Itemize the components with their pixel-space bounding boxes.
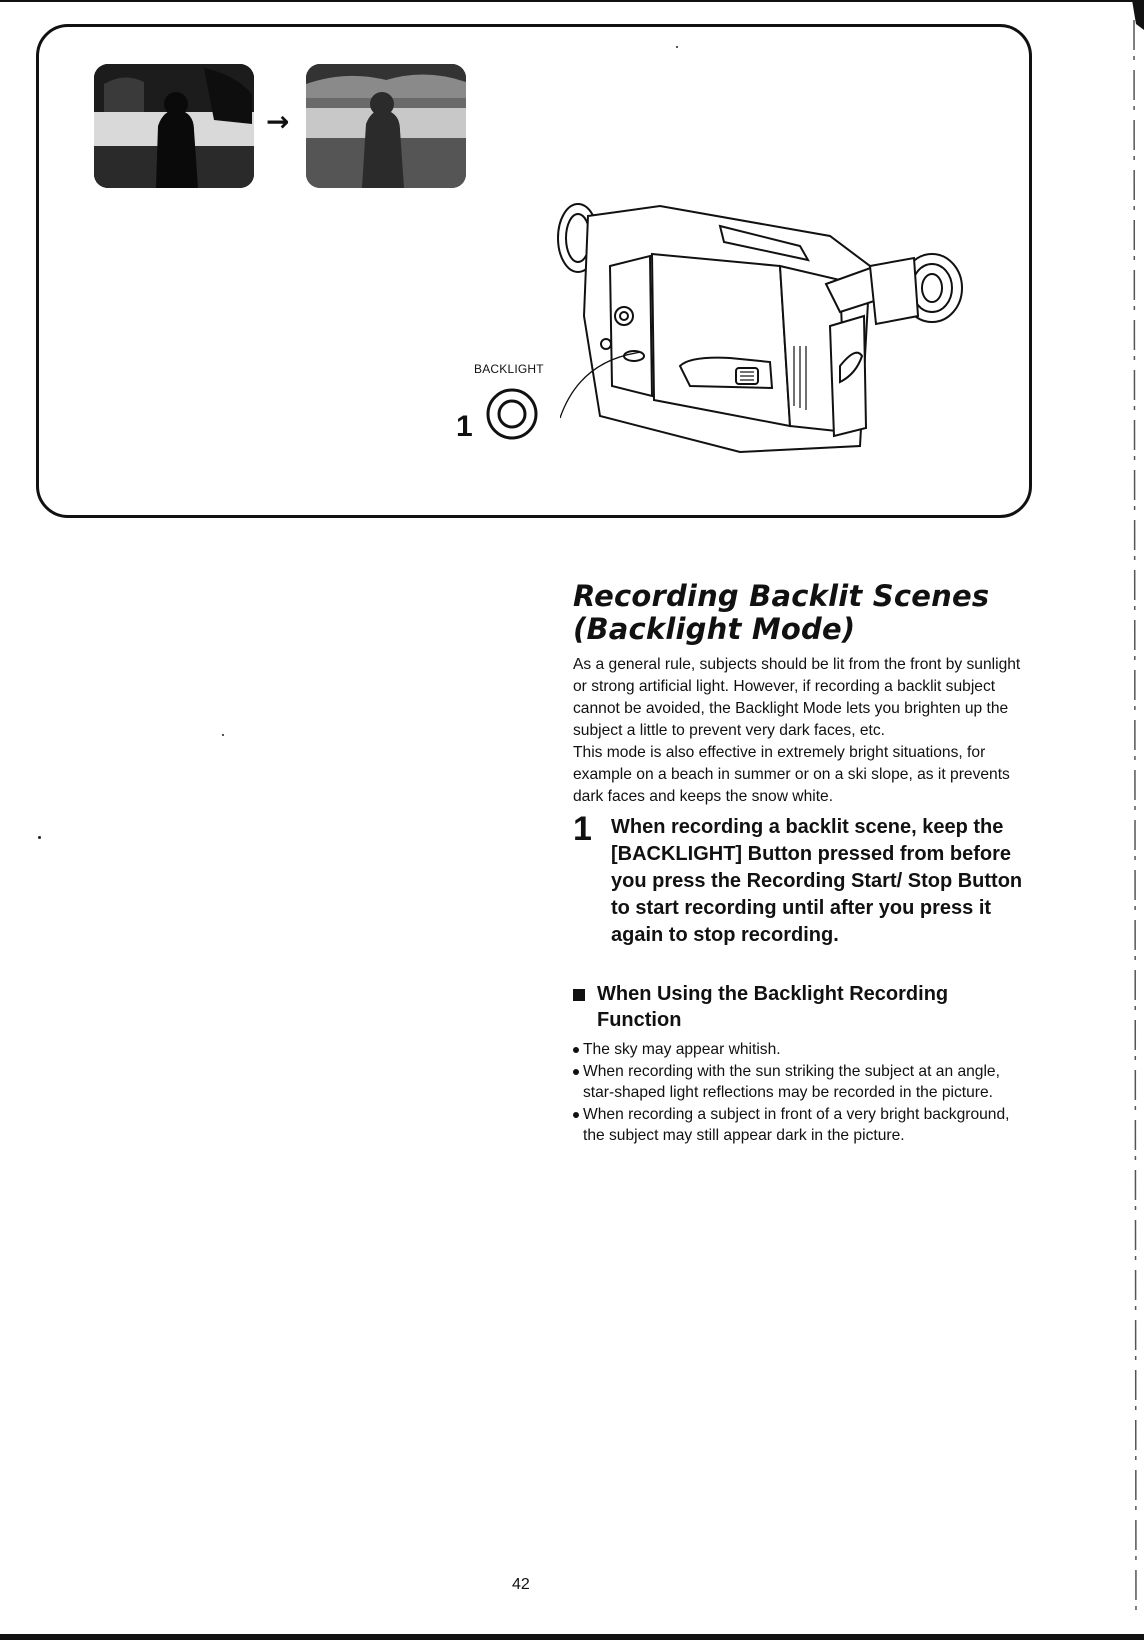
illustration-step-marker: 1	[456, 410, 473, 443]
note-text: When recording a subject in front of a very bright background, the subject may still appear dark in the picture.	[583, 1106, 1010, 1144]
main-content	[573, 580, 1033, 1147]
section-title-line1: Recording Backlit Scenes	[573, 579, 990, 613]
section-title	[573, 580, 1033, 646]
instruction-step	[573, 810, 1033, 949]
bottom-rule	[0, 1634, 1144, 1640]
before-after-arrow-icon: →	[266, 105, 290, 138]
section-title-line2: (Backlight Mode)	[573, 612, 856, 646]
backlit-scene-before-image	[94, 64, 254, 188]
scan-speck	[38, 836, 41, 839]
notes-heading	[573, 981, 1033, 1033]
square-bullet-icon	[573, 989, 585, 1001]
intro-paragraph: This mode is also effective in extremely bright situations, for example on a beach in summer or on a ski slope, as it prevents dark faces and keeps the snow white.	[573, 744, 1010, 805]
leader-line	[560, 350, 642, 420]
intro-text	[573, 654, 1033, 808]
note-item	[573, 1039, 1033, 1060]
scan-speck	[676, 46, 678, 48]
note-item	[573, 1104, 1033, 1146]
note-item	[573, 1061, 1033, 1103]
bullet-dot-icon	[573, 1069, 579, 1075]
bullet-dot-icon	[573, 1047, 579, 1053]
note-text: The sky may appear whitish.	[583, 1041, 781, 1058]
step-number: 1	[573, 810, 592, 848]
intro-paragraph: As a general rule, subjects should be lit from the front by sunlight or strong artificial light. However, if recording a backlit subject cannot be avoided, the Backlight Mode lets you brighten up the subject a little to prevent very dark faces, etc.	[573, 656, 1021, 739]
backlight-button-icon	[484, 386, 542, 444]
scan-speck	[222, 734, 224, 736]
backlight-button-label: BACKLIGHT	[474, 362, 544, 376]
page-number: 42	[512, 1576, 530, 1593]
page-edge-shadow	[1118, 0, 1144, 1640]
note-text: When recording with the sun striking the subject at an angle, star-shaped light reflections may be recorded in the picture.	[583, 1063, 1000, 1101]
notes-list	[573, 1039, 1033, 1146]
camcorder-illustration	[540, 196, 1000, 482]
top-rule	[0, 0, 1144, 2]
bullet-dot-icon	[573, 1112, 579, 1118]
step-text: When recording a backlit scene, keep the [BACKLIGHT] Button pressed from before you press the Recording Start/ Stop Button to start recording until after you press it again to stop recording.	[611, 816, 1023, 946]
backlit-scene-after-image	[306, 64, 466, 188]
notes-heading-text: When Using the Backlight Recording Function	[597, 983, 949, 1031]
